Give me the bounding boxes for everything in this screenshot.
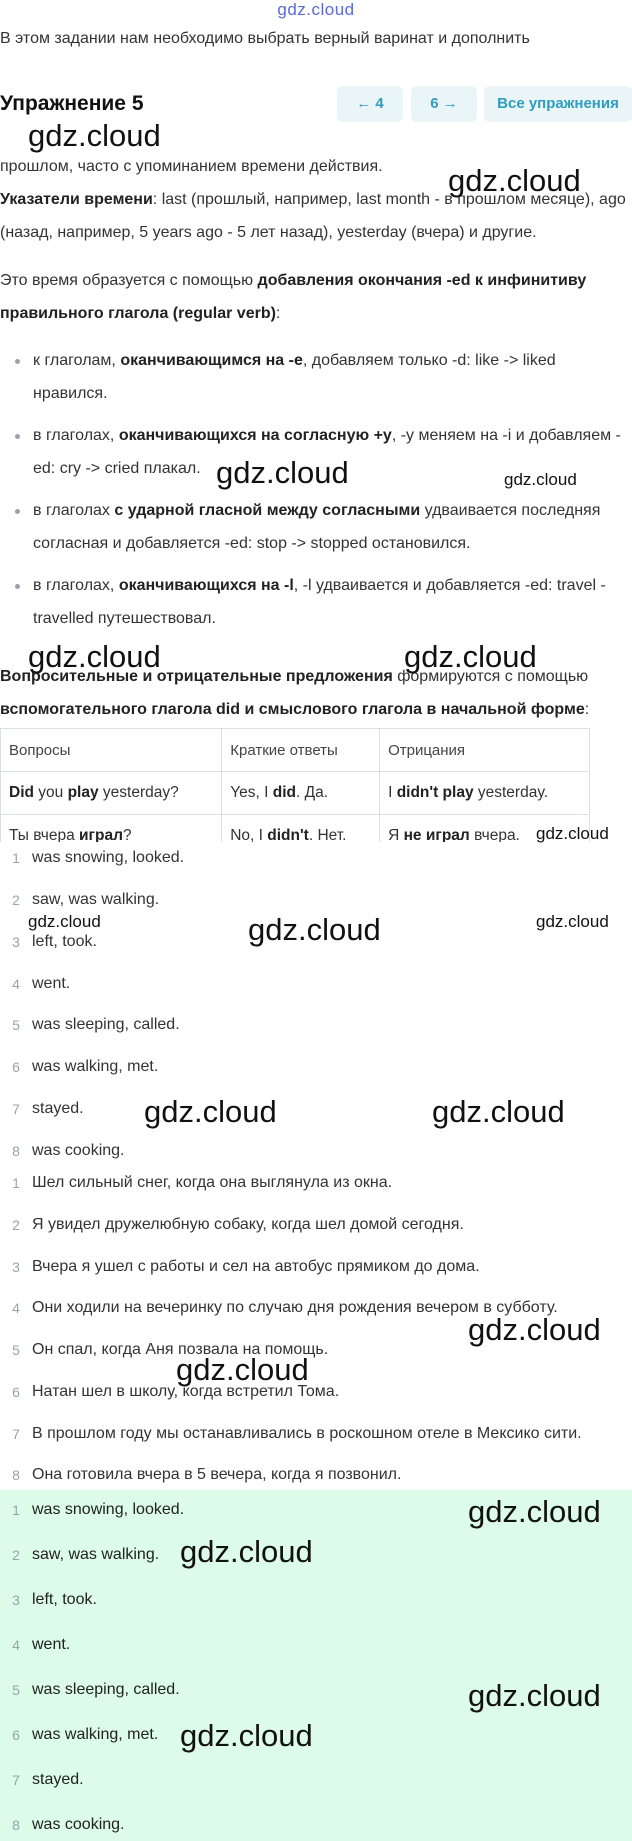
item-text: was snowing, looked. [32,1501,185,1518]
list-item [0,1723,158,1747]
list-item [0,1463,401,1487]
rule-post: , -l удваивается и добавляется -ed: travel - travelled путешествовал. [33,577,606,627]
watermark: gdz.cloud [248,912,381,947]
item-text: saw, was walking. [32,891,160,908]
item-number: 2 [12,892,20,908]
watermark: gdz.cloud [180,1718,313,1753]
list-item [0,1055,158,1079]
next-exercise-button[interactable]: 6 → [411,86,477,122]
task-intro: В этом задании нам необходимо выбрать верный варинат и дополнить [0,30,530,47]
cell-text: Я [388,827,404,842]
watermark: gdz.cloud [432,1094,565,1129]
rule-bold: с ударной гласной между согласными [114,502,421,519]
rule-pre: к глаголам, [33,352,121,369]
rule-pre: в глаголах, [33,577,119,594]
grammar-table [0,728,590,842]
item-number: 3 [12,1259,20,1275]
rule-item [0,344,632,410]
answer-highlight-block [0,1490,632,1841]
all-exercises-button[interactable]: Все упражнения [484,86,632,122]
item-number: 8 [12,1143,20,1159]
table-cell [380,772,590,815]
item-text: was walking, met. [32,1726,159,1743]
cell-bold: didn't play [396,784,474,801]
list-item [0,1013,180,1037]
item-text: was sleeping, called. [32,1681,180,1698]
rule-pre: в глаголах [33,502,115,519]
table-header: Краткие ответы [222,729,380,772]
item-text: В прошлом году мы останавливались в роскошном отеле в Мексико сити. [32,1425,582,1442]
list-item [0,1255,480,1279]
cell-text: No, I [230,827,268,842]
watermark: gdz.cloud [28,912,101,931]
rule-post: , -y меняем на -i и добавляем -ed: cry -> cried плакал. [33,427,621,477]
formation-bold: добавления окончания -ed к инфинитиву правильного глагола (regular verb) [0,272,587,322]
questions-mid: формируются с помощью [392,668,589,685]
cell-bold: did [272,784,296,801]
item-text: Он спал, когда Аня позвала на помощь. [32,1341,329,1358]
cell-text: yesterday? [98,784,179,801]
item-text: saw, was walking. [32,1546,160,1563]
list-item [0,1139,125,1163]
cell-text: yesterday. [473,784,549,801]
item-text: left, took. [32,1591,97,1608]
item-number: 7 [12,1772,20,1788]
item-text: stayed. [32,1771,84,1788]
cell-text: Yes, I [230,784,273,801]
item-text: went. [32,975,71,992]
page-title: Упражнение 5 [0,92,144,115]
watermark: gdz.cloud [28,118,161,153]
watermark: gdz.cloud [216,455,349,490]
questions-bold2: вспомогательного глагола did и смыслового глагола в начальной форме [0,701,585,718]
list-item [0,1498,184,1522]
item-text: Натан шел в школу, когда встретил Тома. [32,1383,340,1400]
table-header: Отрицания [380,729,590,772]
item-number: 7 [12,1426,20,1442]
rule-pre: в глаголах, [33,427,119,444]
item-number: 4 [12,1300,20,1316]
watermark: gdz.cloud [468,1312,601,1347]
table-cell [222,815,380,843]
item-number: 7 [12,1101,20,1117]
item-text: was cooking. [32,1142,125,1159]
table-header-row [1,729,590,772]
list-item [0,1813,125,1837]
list-item [0,1422,582,1446]
cell-bold: играл [79,827,123,842]
formation-start: Это время образуется с помощью [0,272,258,289]
list-item [0,1588,97,1612]
item-number: 5 [12,1342,20,1358]
cell-text: . Нет. [308,827,347,842]
item-text: was sleeping, called. [32,1016,180,1033]
item-text: Вчера я ушел с работы и сел на автобус прямиком до дома. [32,1258,480,1275]
table-cell [1,815,222,843]
time-markers-label: Указатели времени [0,191,153,208]
item-number: 1 [12,1175,20,1191]
item-number: 2 [12,1547,20,1563]
theory-partial-line: прошлом, часто с упоминанием времени действия. [0,158,383,175]
rule-bold: оканчивающихся на -l [118,577,294,594]
rule-item [0,494,632,560]
table-header: Вопросы [1,729,222,772]
list-item [0,1213,464,1237]
item-text: was cooking. [32,1816,125,1833]
table-cell [222,772,380,815]
item-number: 6 [12,1727,20,1743]
item-text: Она готовила вчера в 5 вечера, когда я позвонил. [32,1466,402,1483]
item-text: Шел сильный снег, когда она выглянула из окна. [32,1174,393,1191]
cell-text: you [33,784,68,801]
watermark: gdz.cloud [28,639,161,674]
watermark: gdz.cloud [144,1094,277,1129]
list-item [0,1633,70,1657]
site-logo-text[interactable]: gdz.cloud [277,0,355,19]
item-number: 4 [12,976,20,992]
cell-text: I [388,784,397,801]
list-item [0,930,97,954]
list-item [0,972,70,996]
item-number: 8 [12,1467,20,1483]
formation-end: : [275,305,281,322]
watermark: gdz.cloud [504,470,577,489]
formation-paragraph [0,264,600,330]
item-number: 3 [12,1592,20,1608]
watermark: gdz.cloud [468,1494,601,1529]
list-item [0,888,159,912]
watermark: gdz.cloud [404,639,537,674]
item-number: 5 [12,1017,20,1033]
item-text: Я увидел дружелюбную собаку, когда шел домой сегодня. [32,1216,464,1233]
item-number: 1 [12,1502,20,1518]
list-item [0,1171,392,1195]
table-row [1,772,590,815]
item-number: 8 [12,1817,20,1833]
rule-post: , добавляем только -d: like -> liked нравился. [33,352,556,402]
list-item [0,1768,84,1792]
table-row [1,815,590,843]
item-text: was walking, met. [32,1058,159,1075]
cell-bold: Did [9,784,34,801]
item-text: stayed. [32,1100,84,1117]
cell-text: . Да. [296,784,329,801]
item-text: went. [32,1636,71,1653]
item-text: Они ходили на вечеринку по случаю дня рождения вечером в субботу. [32,1299,558,1316]
watermark: gdz.cloud [536,912,609,931]
watermark: gdz.cloud [448,163,581,198]
watermark: gdz.cloud [536,824,609,843]
questions-end: : [584,701,590,718]
rule-post: удваивается последняя согласная и добавляется -ed: stop -> stopped остановился. [33,502,601,552]
cell-text: ? [122,827,132,842]
item-number: 6 [12,1384,20,1400]
item-text: was snowing, looked. [32,849,185,866]
item-number: 4 [12,1637,20,1653]
item-number: 5 [12,1682,20,1698]
questions-bold: Вопросительные и отрицательные предложения [0,668,393,685]
list-item [0,1097,84,1121]
list-item [0,846,184,870]
cell-bold: play [67,784,99,801]
rule-item [0,569,632,635]
item-number: 3 [12,934,20,950]
cell-bold: didn't [267,827,309,842]
list-item [0,1678,180,1702]
time-markers-text: : last (прошлый, например, last month - в прошлом месяце), ago (назад, например, 5 years ago - 5 лет назад), yesterday (вчера) и другие. [0,191,626,241]
list-item [0,1543,159,1567]
item-number: 1 [12,850,20,866]
watermark: gdz.cloud [468,1678,601,1713]
rule-bold: оканчивающихся на согласную +y [118,427,392,444]
rule-bold: оканчивающимся на -e [120,352,303,369]
watermark: gdz.cloud [176,1352,309,1387]
prev-exercise-button[interactable]: ← 4 [337,86,403,122]
table-cell [1,772,222,815]
item-number: 6 [12,1059,20,1075]
cell-text: вчера. [469,827,520,842]
item-text: left, took. [32,933,97,950]
cell-text: Ты вчера [9,827,80,842]
item-number: 2 [12,1217,20,1233]
cell-bold: не играл [403,827,470,842]
watermark: gdz.cloud [180,1534,313,1569]
